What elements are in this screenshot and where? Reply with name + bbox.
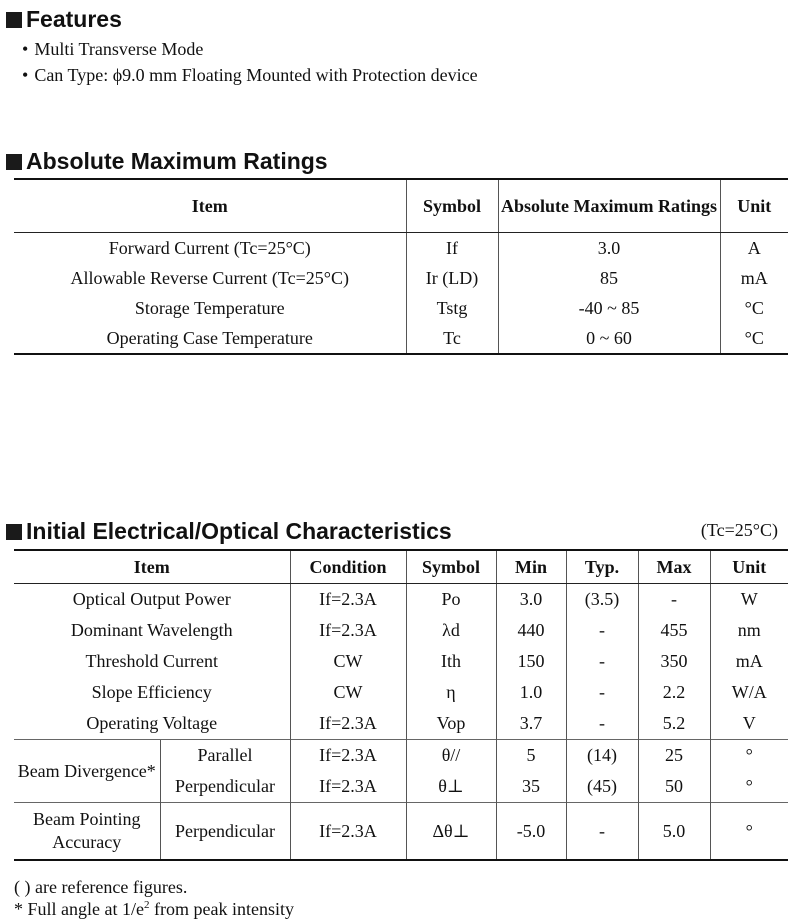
cell-symbol: If [406, 233, 498, 264]
footnote-full-angle [14, 898, 294, 920]
footnote-text-tail: from peak intensity [149, 899, 294, 919]
cell-condition: If=2.3A [290, 771, 406, 803]
table-row [14, 740, 788, 772]
cell-min: -5.0 [496, 803, 566, 861]
cell-symbol: Vop [406, 708, 496, 740]
square-bullet-icon [6, 12, 22, 28]
cell-symbol: λd [406, 615, 496, 646]
cell-unit: mA [720, 263, 788, 293]
cell-max: 25 [638, 740, 710, 772]
cell-subitem: Perpendicular [160, 803, 290, 861]
cell-condition: If=2.3A [290, 803, 406, 861]
cell-item: Allowable Reverse Current (Tc=25°C) [70, 267, 349, 288]
cell-condition: If=2.3A [290, 584, 406, 616]
cell-condition: If=2.3A [290, 708, 406, 740]
cell-item: Optical Output Power [72, 589, 231, 609]
cell-typ: (45) [566, 771, 638, 803]
cell-beam-pointing-label: Beam Pointing Accuracy [14, 803, 160, 861]
cell-symbol: Ir (LD) [406, 263, 498, 293]
cell-unit: nm [710, 615, 788, 646]
cell-item: Dominant Wavelength [70, 620, 233, 640]
cell-unit: ° [710, 771, 788, 803]
col-header-symbol: Symbol [406, 179, 498, 233]
cell-typ: - [566, 708, 638, 740]
cell-max: - [638, 584, 710, 616]
cell-typ: - [566, 646, 638, 677]
footnote-reference: ( ) are reference figures. [14, 877, 188, 897]
features-title: Features [26, 6, 122, 32]
table-row [14, 323, 788, 354]
cell-typ: - [566, 803, 638, 861]
cell-symbol: Po [406, 584, 496, 616]
cell-symbol: θ// [406, 740, 496, 772]
cell-rating: 3.0 [498, 233, 720, 264]
cell-typ: (3.5) [566, 584, 638, 616]
cell-unit: A [720, 233, 788, 264]
cell-max: 2.2 [638, 677, 710, 708]
col-header-item: Item [14, 179, 406, 233]
cell-max: 455 [638, 615, 710, 646]
col-header-max: Max [638, 550, 710, 584]
cell-symbol: Tc [406, 323, 498, 354]
cell-subitem: Perpendicular [160, 771, 290, 803]
electrical-optical-table [14, 549, 788, 861]
cell-min: 1.0 [496, 677, 566, 708]
table-row [14, 708, 788, 740]
table-row [14, 293, 788, 323]
eo-title: Initial Electrical/Optical Characteristics [26, 518, 452, 544]
table-header-row [14, 179, 788, 233]
table-header-row [14, 550, 788, 584]
cell-min: 3.7 [496, 708, 566, 740]
cell-max: 5.2 [638, 708, 710, 740]
absolute-max-ratings-table [14, 178, 788, 355]
table-row [14, 677, 788, 708]
feature-item: • Can Type: ϕ9.0 mm Floating Mounted with Protection device [22, 62, 478, 88]
col-header-item: Item [14, 550, 290, 584]
footnote-text: * Full angle at 1/e [14, 899, 144, 919]
cell-typ: (14) [566, 740, 638, 772]
cell-item: Operating Case Temperature [106, 327, 313, 348]
cell-subitem: Parallel [160, 740, 290, 772]
square-bullet-icon [6, 524, 22, 540]
amr-heading [6, 148, 328, 175]
cell-item: Storage Temperature [134, 297, 285, 318]
cell-min: 3.0 [496, 584, 566, 616]
cell-item: Threshold Current [85, 651, 218, 671]
features-list [22, 36, 478, 88]
col-header-rating: Absolute Maximum Ratings [498, 179, 720, 233]
table-row [14, 584, 788, 616]
cell-min: 5 [496, 740, 566, 772]
cell-max: 350 [638, 646, 710, 677]
col-header-symbol: Symbol [406, 550, 496, 584]
col-header-min: Min [496, 550, 566, 584]
cell-unit: ° [710, 803, 788, 861]
cell-unit: V [710, 708, 788, 740]
col-header-typ: Typ. [566, 550, 638, 584]
cell-unit: mA [710, 646, 788, 677]
cell-condition: CW [290, 646, 406, 677]
cell-unit: W [710, 584, 788, 616]
cell-min: 440 [496, 615, 566, 646]
cell-item: Operating Voltage [86, 713, 218, 733]
cell-unit: °C [720, 323, 788, 354]
cell-symbol: Δθ⊥ [406, 803, 496, 861]
cell-typ: - [566, 615, 638, 646]
table-row [14, 803, 788, 861]
cell-max: 50 [638, 771, 710, 803]
condition-note: (Tc=25°C) [700, 520, 778, 540]
table-row [14, 615, 788, 646]
feature-item: • Multi Transverse Mode [22, 36, 478, 62]
cell-symbol: Ith [406, 646, 496, 677]
col-header-condition: Condition [290, 550, 406, 584]
table-row [14, 646, 788, 677]
cell-symbol: η [406, 677, 496, 708]
cell-typ: - [566, 677, 638, 708]
cell-item: Forward Current (Tc=25°C) [108, 237, 311, 258]
cell-unit: ° [710, 740, 788, 772]
footnotes [14, 876, 294, 920]
cell-rating: 0 ~ 60 [498, 323, 720, 354]
cell-unit: °C [720, 293, 788, 323]
footnote-superscript: 2 [143, 899, 150, 911]
cell-rating: -40 ~ 85 [498, 293, 720, 323]
cell-unit: W/A [710, 677, 788, 708]
eo-heading [6, 518, 452, 545]
cell-beam-divergence-label: Beam Divergence* [14, 740, 160, 803]
cell-symbol: Tstg [406, 293, 498, 323]
cell-rating: 85 [498, 263, 720, 293]
cell-condition: CW [290, 677, 406, 708]
cell-condition: If=2.3A [290, 740, 406, 772]
cell-symbol: θ⊥ [406, 771, 496, 803]
cell-min: 150 [496, 646, 566, 677]
col-header-unit: Unit [720, 179, 788, 233]
features-heading [6, 6, 122, 33]
col-header-unit: Unit [710, 550, 788, 584]
cell-min: 35 [496, 771, 566, 803]
table-row [14, 233, 788, 264]
amr-title: Absolute Maximum Ratings [26, 148, 328, 174]
cell-condition: If=2.3A [290, 615, 406, 646]
square-bullet-icon [6, 154, 22, 170]
cell-max: 5.0 [638, 803, 710, 861]
cell-item: Slope Efficiency [91, 682, 212, 702]
table-row [14, 263, 788, 293]
